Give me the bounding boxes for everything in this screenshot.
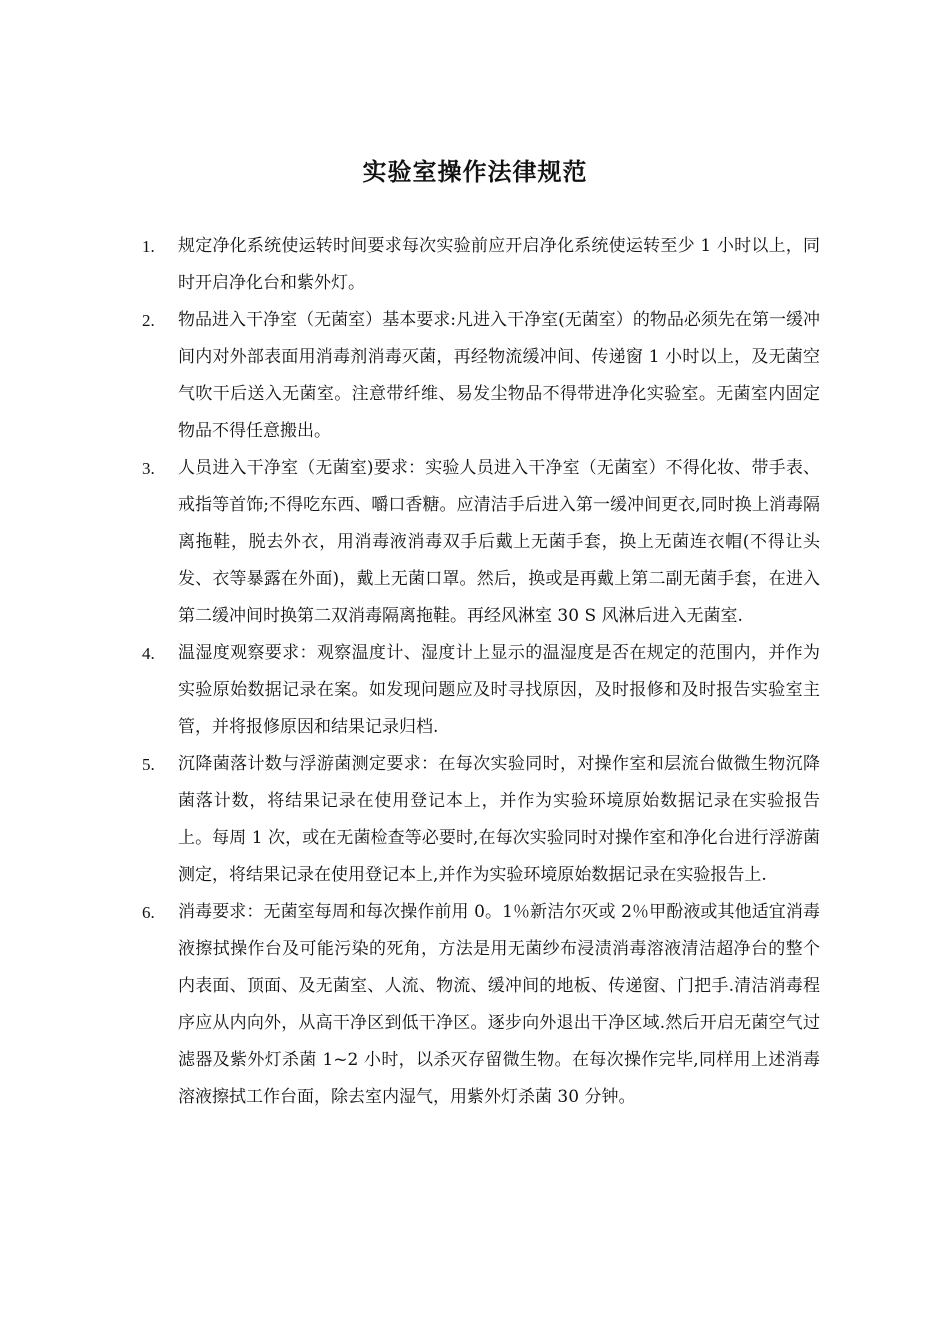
item-number: 4. <box>142 644 155 663</box>
item-text: 温湿度观察要求：观察温度计、湿度计上显示的温湿度是否在规定的范围内，并作为实验原始数据记录在案。如发现问题应及时寻找原因，及时报修和及时报告实验室主管，并将报修原因和结果记录归档. <box>178 643 820 737</box>
item-number: 5. <box>142 755 155 774</box>
item-text: 消毒要求：无菌室每周和每次操作前用 0。1％新洁尔灭或 2％甲酚液或其他适宜消毒液擦拭操作台及可能污染的死角，方法是用无菌纱布浸渍消毒溶液清洁超净台的整个内表面、顶面、及无菌室、人流、物流、缓冲间的地板、传递窗、门把手.清洁消毒程序应从内向外，从高干净区到低干净区。逐步向外退出干净区域.然后开启无菌空气过滤器及紫外灯杀菌 1~2 小时，以杀灭存留微生物。在每次操作完毕,同样用上述消毒溶液擦拭工作台面，除去室内湿气，用紫外灯杀菌 30 分钟。 <box>178 902 820 1107</box>
rules-list <box>140 228 820 1116</box>
list-item <box>140 635 820 746</box>
item-text: 规定净化系统使运转时间要求每次实验前应开启净化系统使运转至少 1 小时以上，同时开启净化台和紫外灯。 <box>178 236 820 293</box>
item-number: 6. <box>142 903 155 922</box>
document-title: 实验室操作法律规范 <box>362 157 588 186</box>
list-item <box>140 302 820 450</box>
list-item <box>140 746 820 894</box>
item-number: 2. <box>142 311 155 330</box>
list-item <box>140 450 820 635</box>
item-number: 1. <box>142 237 155 256</box>
item-number: 3. <box>142 459 155 478</box>
list-item <box>140 894 820 1116</box>
item-text: 人员进入干净室（无菌室)要求：实验人员进入干净室（无菌室）不得化妆、带手表、戒指等首饰;不得吃东西、嚼口香糖。应清洁手后进入第一缓冲间更衣,同时换上消毒隔离拖鞋，脱去外衣，用消毒液消毒双手后戴上无菌手套，换上无菌连衣帽(不得让头发、衣等暴露在外面)，戴上无菌口罩。然后，换或是再戴上第二副无菌手套，在进入第二缓冲间时换第二双消毒隔离拖鞋。再经风淋室 30 S 风淋后进入无菌室. <box>178 458 820 626</box>
item-text: 物品进入干净室（无菌室）基本要求:凡进入干净室(无菌室）的物品必须先在第一缓冲间内对外部表面用消毒剂消毒灭菌，再经物流缓冲间、传递窗 1 小时以上，及无菌空气吹干后送入无菌室。注意带纤维、易发尘物品不得带进净化实验室。无菌室内固定物品不得任意搬出。 <box>178 310 820 441</box>
item-text: 沉降菌落计数与浮游菌测定要求：在每次实验同时，对操作室和层流台做微生物沉降菌落计数，将结果记录在使用登记本上，并作为实验环境原始数据记录在实验报告上。每周 1 次，或在无菌检查等必要时,在每次实验同时对操作室和净化台进行浮游菌测定，将结果记录在使用登记本上,并作为实验环境原始数据记录在实验报告上. <box>178 754 820 885</box>
list-item <box>140 228 820 302</box>
